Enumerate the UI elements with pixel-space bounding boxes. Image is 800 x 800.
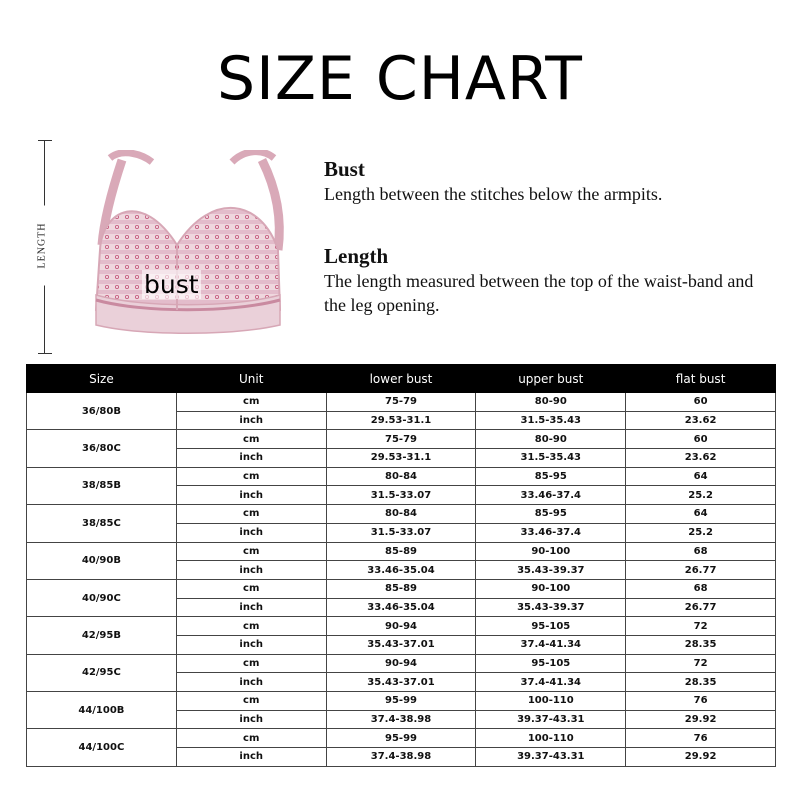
size-cell: 38/85B	[27, 467, 177, 504]
flat-bust-cell: 26.77	[626, 561, 776, 580]
page-title: SIZE CHART	[217, 44, 583, 114]
upper-bust-cell: 37.4-41.34	[476, 635, 626, 654]
upper-bust-cell: 31.5-35.43	[476, 411, 626, 430]
lower-bust-cell: 80-84	[326, 505, 476, 524]
unit-cell: cm	[176, 692, 326, 711]
flat-bust-cell: 64	[626, 467, 776, 486]
table-header-row	[27, 365, 776, 393]
unit-cell: cm	[176, 505, 326, 524]
header-size: Size	[27, 365, 177, 393]
table-row	[27, 430, 776, 449]
lower-bust-cell: 35.43-37.01	[326, 673, 476, 692]
unit-cell: inch	[176, 523, 326, 542]
flat-bust-cell: 68	[626, 542, 776, 561]
upper-bust-cell: 95-105	[476, 654, 626, 673]
bust-label: bust	[144, 270, 199, 299]
ruler-label: LENGTH	[37, 206, 48, 286]
flat-bust-cell: 76	[626, 729, 776, 748]
header-unit: Unit	[176, 365, 326, 393]
unit-cell: inch	[176, 598, 326, 617]
upper-bust-cell: 90-100	[476, 542, 626, 561]
unit-cell: cm	[176, 542, 326, 561]
lower-bust-cell: 95-99	[326, 729, 476, 748]
lower-bust-cell: 29.53-31.1	[326, 449, 476, 468]
flat-bust-cell: 29.92	[626, 710, 776, 729]
flat-bust-cell: 60	[626, 393, 776, 412]
table-row	[27, 505, 776, 524]
upper-bust-cell: 95-105	[476, 617, 626, 636]
unit-cell: inch	[176, 673, 326, 692]
length-description	[324, 244, 774, 317]
size-cell: 44/100B	[27, 692, 177, 729]
header-lower-bust: lower bust	[326, 365, 476, 393]
unit-cell: inch	[176, 710, 326, 729]
flat-bust-cell: 64	[626, 505, 776, 524]
flat-bust-cell: 28.35	[626, 673, 776, 692]
lower-bust-cell: 90-94	[326, 654, 476, 673]
unit-cell: cm	[176, 393, 326, 412]
flat-bust-cell: 29.92	[626, 748, 776, 767]
upper-bust-cell: 90-100	[476, 579, 626, 598]
upper-bust-cell: 33.46-37.4	[476, 523, 626, 542]
lower-bust-cell: 95-99	[326, 692, 476, 711]
flat-bust-cell: 25.2	[626, 486, 776, 505]
lower-bust-cell: 75-79	[326, 430, 476, 449]
flat-bust-cell: 28.35	[626, 635, 776, 654]
lower-bust-cell: 90-94	[326, 617, 476, 636]
flat-bust-cell: 26.77	[626, 598, 776, 617]
lower-bust-cell: 33.46-35.04	[326, 561, 476, 580]
flat-bust-cell: 23.62	[626, 411, 776, 430]
unit-cell: inch	[176, 635, 326, 654]
unit-cell: inch	[176, 748, 326, 767]
unit-cell: cm	[176, 430, 326, 449]
upper-bust-cell: 35.43-39.37	[476, 598, 626, 617]
lower-bust-cell: 80-84	[326, 467, 476, 486]
upper-bust-cell: 100-110	[476, 692, 626, 711]
ruler-cap-bottom	[38, 353, 52, 354]
upper-bust-cell: 39.37-43.31	[476, 710, 626, 729]
upper-bust-cell: 80-90	[476, 430, 626, 449]
size-cell: 42/95C	[27, 654, 177, 691]
size-cell: 38/85C	[27, 505, 177, 542]
table-row	[27, 393, 776, 412]
lower-bust-cell: 31.5-33.07	[326, 523, 476, 542]
bust-heading: Bust	[324, 157, 365, 181]
upper-bust-cell: 85-95	[476, 505, 626, 524]
table-row	[27, 617, 776, 636]
table-body	[27, 393, 776, 767]
upper-bust-cell: 33.46-37.4	[476, 486, 626, 505]
flat-bust-cell: 68	[626, 579, 776, 598]
flat-bust-cell: 72	[626, 654, 776, 673]
upper-bust-cell: 37.4-41.34	[476, 673, 626, 692]
table-row	[27, 692, 776, 711]
flat-bust-cell: 25.2	[626, 523, 776, 542]
size-cell: 36/80C	[27, 430, 177, 467]
table-row	[27, 542, 776, 561]
size-cell: 42/95B	[27, 617, 177, 654]
unit-cell: cm	[176, 729, 326, 748]
table-row	[27, 729, 776, 748]
upper-bust-cell: 35.43-39.37	[476, 561, 626, 580]
lower-bust-cell: 85-89	[326, 579, 476, 598]
flat-bust-cell: 60	[626, 430, 776, 449]
lower-bust-cell: 31.5-33.07	[326, 486, 476, 505]
bra-illustration	[82, 150, 292, 350]
lower-bust-cell: 85-89	[326, 542, 476, 561]
length-text: The length measured between the top of the waist-band and the leg opening.	[324, 271, 754, 315]
upper-bust-cell: 100-110	[476, 729, 626, 748]
table-row	[27, 654, 776, 673]
table-row	[27, 467, 776, 486]
unit-cell: cm	[176, 579, 326, 598]
lower-bust-cell: 33.46-35.04	[326, 598, 476, 617]
unit-cell: inch	[176, 486, 326, 505]
unit-cell: cm	[176, 654, 326, 673]
flat-bust-cell: 23.62	[626, 449, 776, 468]
flat-bust-cell: 76	[626, 692, 776, 711]
unit-cell: inch	[176, 449, 326, 468]
length-ruler	[30, 140, 60, 354]
unit-cell: cm	[176, 467, 326, 486]
lower-bust-cell: 37.4-38.98	[326, 748, 476, 767]
lower-bust-cell: 35.43-37.01	[326, 635, 476, 654]
size-cell: 40/90B	[27, 542, 177, 579]
size-cell: 44/100C	[27, 729, 177, 766]
unit-cell: inch	[176, 561, 326, 580]
flat-bust-cell: 72	[626, 617, 776, 636]
header-flat-bust: flat bust	[626, 365, 776, 393]
upper-bust-cell: 31.5-35.43	[476, 449, 626, 468]
bust-description	[324, 157, 774, 206]
size-table	[26, 364, 776, 767]
table-row	[27, 579, 776, 598]
lower-bust-cell: 75-79	[326, 393, 476, 412]
ruler-cap-top	[38, 140, 52, 141]
upper-bust-cell: 80-90	[476, 393, 626, 412]
upper-bust-cell: 39.37-43.31	[476, 748, 626, 767]
unit-cell: cm	[176, 617, 326, 636]
header-upper-bust: upper bust	[476, 365, 626, 393]
lower-bust-cell: 37.4-38.98	[326, 710, 476, 729]
size-cell: 40/90C	[27, 579, 177, 616]
bust-text: Length between the stitches below the armpits.	[324, 184, 663, 204]
lower-bust-cell: 29.53-31.1	[326, 411, 476, 430]
upper-bust-cell: 85-95	[476, 467, 626, 486]
size-cell: 36/80B	[27, 393, 177, 430]
length-heading: Length	[324, 244, 389, 268]
unit-cell: inch	[176, 411, 326, 430]
